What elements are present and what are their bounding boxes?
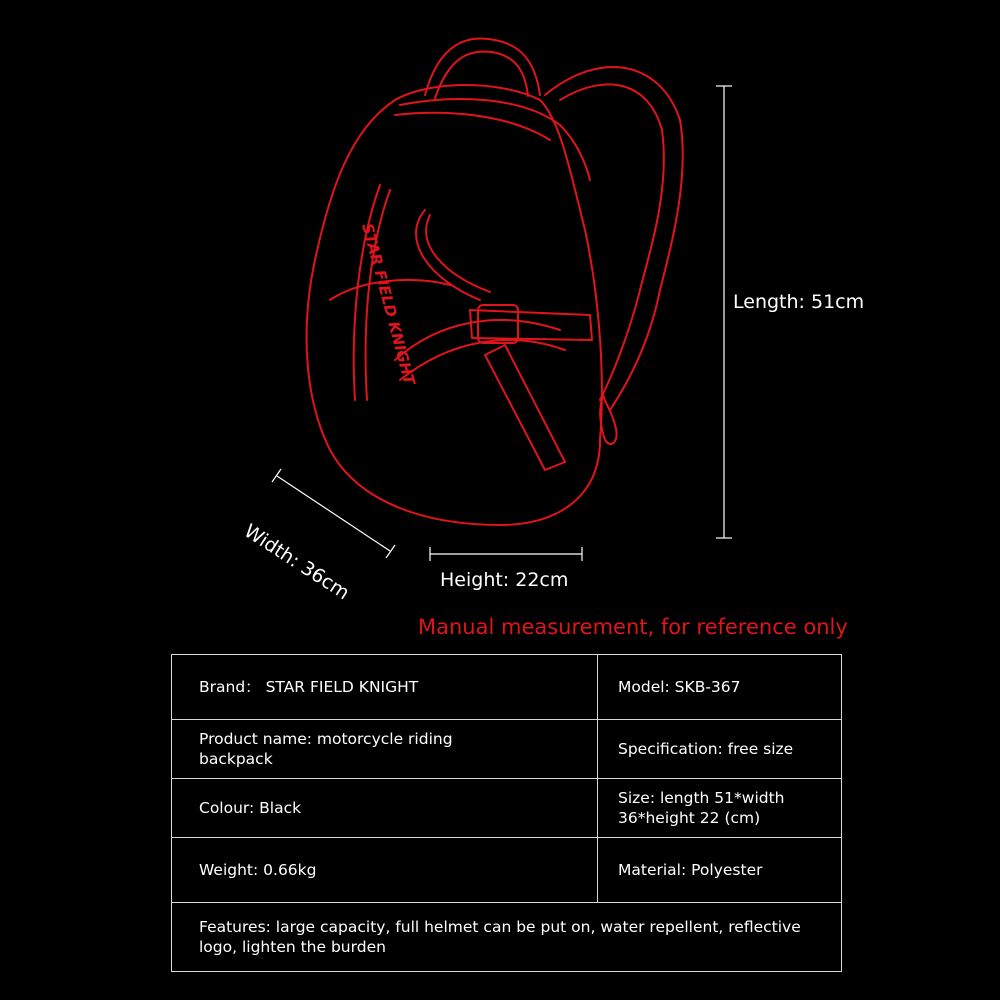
model-cell: Model: SKB-367	[598, 655, 842, 720]
colour-cell: Colour: Black	[172, 779, 598, 838]
measurement-note: Manual measurement, for reference only	[418, 615, 848, 639]
size-cell: Size: length 51*width 36*height 22 (cm)	[598, 779, 842, 838]
material-cell: Material: Polyester	[598, 838, 842, 903]
table-row	[172, 838, 842, 903]
length-label: Length: 51cm	[733, 291, 865, 313]
table-row	[172, 655, 842, 720]
compression-strap	[470, 310, 592, 340]
width-label: Width: 36cm	[240, 520, 354, 605]
shoulder-strap	[545, 67, 683, 410]
backpack-logo: STAR FIELD KNIGHT	[358, 221, 419, 387]
height-label: Height: 22cm	[440, 569, 569, 591]
brand-cell: Brand： STAR FIELD KNIGHT	[172, 655, 598, 720]
product-name-cell: Product name: motorcycle riding backpack	[172, 720, 598, 779]
specification-cell: Specification: free size	[598, 720, 842, 779]
spec-table	[171, 654, 842, 972]
features-cell: Features: large capacity, full helmet can be put on, water repellent, reflective logo, lighten the burden	[172, 903, 842, 972]
width-dimension-line	[277, 476, 390, 551]
table-row	[172, 903, 842, 972]
weight-cell: Weight: 0.66kg	[172, 838, 598, 903]
table-row	[172, 779, 842, 838]
backpack-body	[307, 85, 602, 525]
table-row	[172, 720, 842, 779]
